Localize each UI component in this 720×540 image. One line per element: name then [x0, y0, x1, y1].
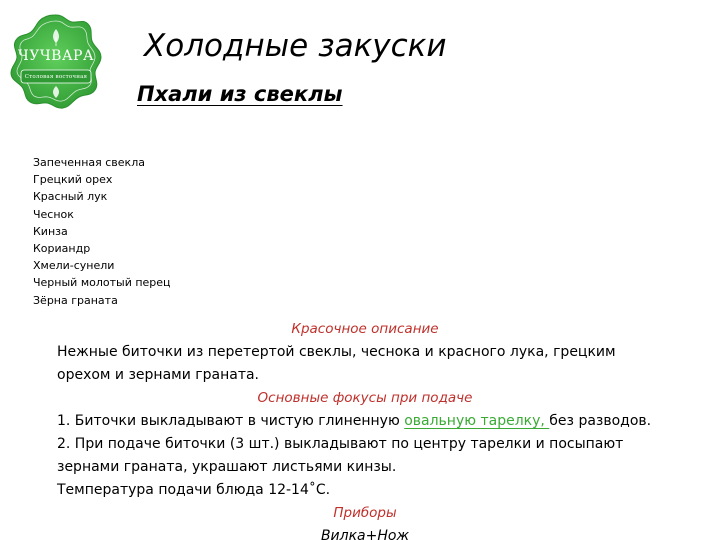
serving-heading: Основные фокусы при подаче — [257, 390, 473, 406]
serving-step-1 — [57, 410, 697, 433]
ingredient-item: Чеснок — [33, 207, 74, 221]
ingredient-item: Кинза — [33, 224, 68, 238]
cutlery-value: Вилка+Нож — [320, 528, 410, 540]
ingredient-item: Черный молотый перец — [33, 276, 171, 290]
ingredients-list — [33, 154, 171, 309]
ingredient-item: Кориандр — [33, 242, 91, 256]
serving-step-1-text: 1. Биточки выкладывают в чистую глиненную — [57, 413, 405, 429]
cutlery-heading: Приборы — [333, 505, 397, 521]
ingredient-item: Хмели-сунели — [33, 259, 115, 273]
serving-step-1-suffix: без разводов. — [549, 413, 652, 429]
page-title: Холодные закуски — [144, 28, 447, 64]
logo-tagline: Столовая восточная — [24, 74, 88, 80]
ingredient-item: Красный лук — [33, 190, 108, 204]
serving-step-2: 2. При подаче биточки (3 шт.) выкладывают по центру тарелки и посыпают — [57, 436, 624, 452]
dish-title: Пхали из свеклы — [137, 82, 343, 106]
description-heading: Красочное описание — [291, 321, 439, 337]
description-line: Нежные биточки из перетертой свеклы, чеснока и красного лука, грецким — [57, 344, 616, 360]
brand-logo — [6, 12, 106, 112]
plate-highlight: овальную тарелку, — [404, 413, 550, 429]
ingredient-item: Запеченная свекла — [33, 156, 145, 169]
description-line: орехом и зернами граната. — [57, 367, 260, 383]
serving-step-2-cont: зернами граната, украшают листьями кинзы. — [57, 459, 397, 475]
ingredient-item: Зёрна граната — [33, 293, 118, 307]
ingredient-item: Грецкий орех — [33, 173, 113, 187]
logo-wordmark: ЧУЧВАРА — [17, 48, 95, 64]
dish-details — [57, 318, 697, 540]
serving-temperature: Температура подачи блюда 12-14˚С. — [57, 482, 331, 498]
